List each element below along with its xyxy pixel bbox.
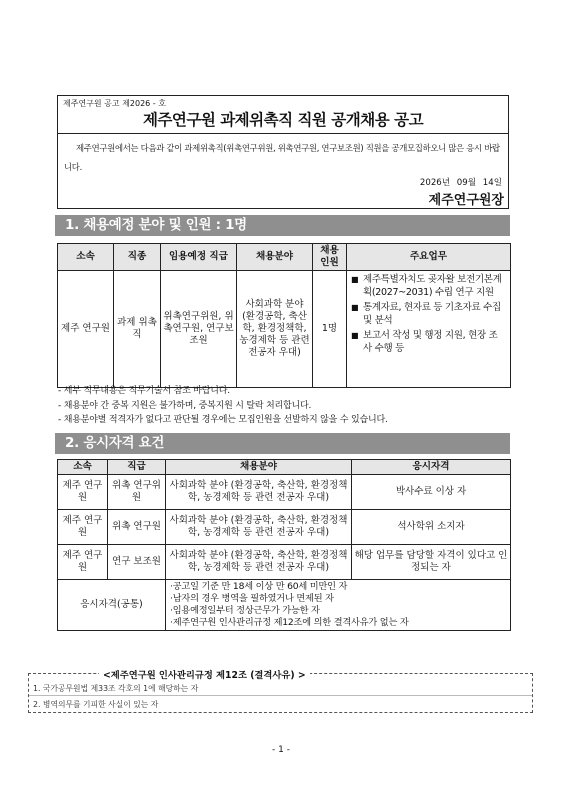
- common-qualification-item: ·공고일 기준 만 18세 이상 만 60세 미만인 자: [170, 581, 348, 592]
- notice-box: [57, 95, 509, 209]
- header-job-type: 직종: [114, 244, 161, 271]
- notice-body: 제주연구원에서는 다음과 같이 과제위촉직(위촉연구위원, 위촉연구원, 연구보조원) 직원을 공개모집하오니 많은 응시 바랍니다.: [64, 143, 500, 172]
- header-field: 채용분야: [166, 460, 352, 475]
- header-org: 소속: [58, 244, 114, 271]
- cell-qualification: 박사수료 이상 자: [352, 475, 511, 510]
- cell-qualification: 석사학위 소지자: [352, 510, 511, 545]
- notice-date: 2026년 09월 14일: [419, 178, 502, 188]
- duty-item: ■ 통계자료, 현자료 등 기초자료 수집 및 분석: [351, 302, 501, 326]
- cell-common-qualifications: [166, 580, 511, 631]
- cell-grade: 위촉 연구원: [108, 510, 166, 545]
- table-row: [58, 475, 511, 510]
- qualification-table: [57, 459, 511, 631]
- table-header-row: [58, 244, 511, 271]
- header-org: 소속: [58, 460, 108, 475]
- table-row: [58, 271, 511, 388]
- cell-duties: [347, 271, 511, 388]
- table-row: [58, 545, 511, 580]
- cell-org: 제주 연구원: [58, 510, 108, 545]
- note-line: - 채용분야 간 중복 지원은 불가하며, 중복지원 시 탈락 처리합니다.: [58, 400, 312, 411]
- disqualification-item: 2. 병역의무를 기피한 사실이 있는 자: [33, 700, 159, 709]
- table-header-row: [58, 460, 511, 475]
- title-divider: [58, 133, 508, 134]
- cell-count: 1명: [313, 271, 347, 388]
- square-bullet-icon: ■: [351, 275, 359, 284]
- disqualification-title: <제주연구원 인사관리규정 제12조 (결격사유) >: [99, 667, 310, 681]
- section-1-heading: 1. 채용예정 분야 및 인원 : 1명: [55, 215, 510, 236]
- cell-field: 사회과학 분야 (환경공학, 축산학, 환경정책학, 농경제학 등 관련 전공자 우대): [237, 271, 313, 388]
- cell-common-label: 응시자격(공통): [58, 580, 166, 631]
- common-qualification-item: ·제주연구원 인사관리규정 제12조에 의한 결격사유가 없는 자: [170, 617, 409, 628]
- disqualification-item: 1. 국가공무원법 제33조 각호의 1에 해당하는 자: [33, 684, 199, 693]
- cell-field: 사회과학 분야 (환경공학, 축산학, 환경정책학, 농경제학 등 관련 전공자 우대): [166, 545, 352, 580]
- table-row-common: [58, 580, 511, 631]
- section-2-heading: 2. 응시자격 요건: [55, 433, 510, 454]
- common-qualification-item: ·남자의 경우 병역을 필하였거나 면제된 자: [170, 593, 334, 604]
- square-bullet-icon: ■: [351, 331, 359, 340]
- notice-number: 제주연구원 공고 제2026 - 호: [63, 99, 166, 108]
- cell-grade: 연구 보조원: [108, 545, 166, 580]
- common-qualification-item: ·임용예정일부터 정상근무가 가능한 자: [170, 605, 320, 616]
- section-1-notes: [58, 384, 388, 428]
- table-row: [58, 510, 511, 545]
- cell-grade: 위촉연구위원, 위촉연구원, 연구보조원: [161, 271, 237, 388]
- header-grade: 임용예정 직급: [161, 244, 237, 271]
- notice-title: 제주연구원 과제위촉직 직원 공개채용 공고: [142, 111, 424, 129]
- header-field: 채용분야: [237, 244, 313, 271]
- header-grade: 직급: [108, 460, 166, 475]
- cell-grade: 위촉 연구위원: [108, 475, 166, 510]
- divider: [29, 695, 532, 696]
- header-duties: 주요업무: [347, 244, 511, 271]
- cell-org: 제주 연구원: [58, 545, 108, 580]
- note-line: - 채용분야별 적격자가 없다고 판단될 경우에는 모집인원을 선발하지 않을 수 있습니다.: [58, 415, 388, 425]
- recruitment-table: [57, 243, 511, 388]
- duty-item: ■ 제주특별자치도 곶자왈 보전기본계획(2027~2031) 수립 연구 지원: [351, 274, 502, 298]
- cell-field: 사회과학 분야 (환경공학, 축산학, 환경정책학, 농경제학 등 관련 전공자 우대): [166, 510, 352, 545]
- cell-org: 제주 연구원: [58, 475, 108, 510]
- square-bullet-icon: ■: [351, 303, 359, 312]
- page-number: - 1 -: [272, 745, 290, 755]
- note-line: - 세부 직무내용은 직무기술서 참조 바랍니다.: [58, 386, 230, 396]
- duty-item: ■ 보고서 작성 및 행정 지원, 현장 조사 수행 등: [351, 330, 498, 354]
- header-qualification: 응시자격: [352, 460, 511, 475]
- disqualification-box: [28, 670, 533, 713]
- header-count: 채용 인원: [313, 244, 347, 271]
- cell-qualification: 해당 업무를 담당할 자격이 있다고 인정되는 자: [352, 545, 511, 580]
- notice-signature: 제주연구원장: [428, 193, 504, 208]
- cell-org: 제주 연구원: [58, 271, 114, 388]
- cell-field: 사회과학 분야 (환경공학, 축산학, 환경정책학, 농경제학 등 관련 전공자 우대): [166, 475, 352, 510]
- cell-job-type: 과제 위촉직: [114, 271, 161, 388]
